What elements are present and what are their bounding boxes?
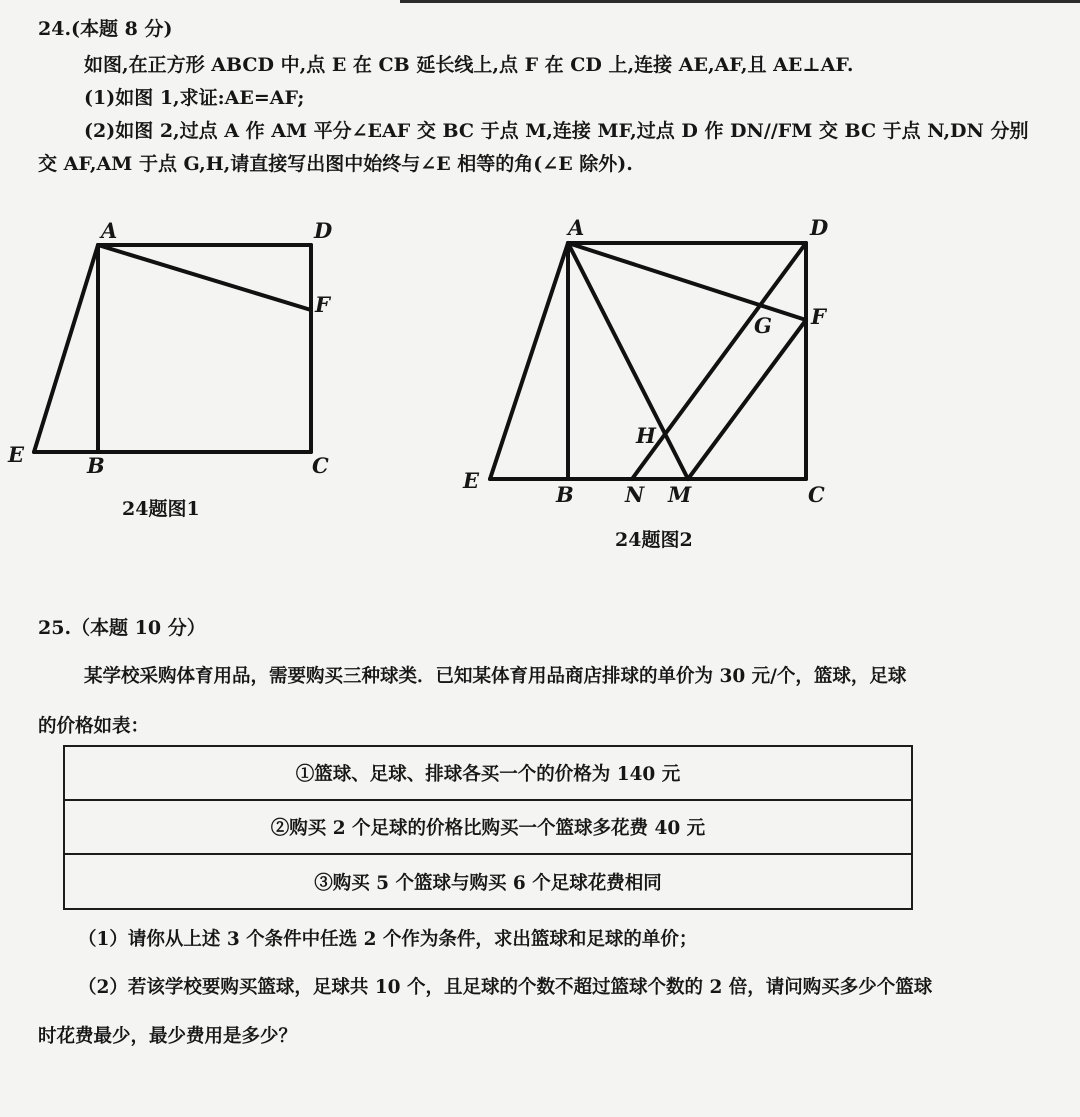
fig1-caption: 24题图1: [122, 498, 200, 520]
fig1-label-A: A: [101, 218, 118, 243]
fig2-label-N: N: [625, 482, 645, 507]
fig2-line-DN: [632, 243, 806, 479]
fig2-label-C: C: [808, 482, 825, 507]
q24-line3: (2)如图 2,过点 A 作 AM 平分∠EAF 交 BC 于点 M,连接 MF,过点 D 作 DN//FM 交 BC 于点 N,DN 分别: [84, 120, 1029, 142]
fig2-label-D: D: [810, 215, 829, 240]
q25-intro2: 的价格如表：: [38, 716, 150, 737]
fig2-label-A: A: [568, 215, 585, 240]
q24-line1: 如图,在正方形 ABCD 中,点 E 在 CB 延长线上,点 F 在 CD 上,连接 AE,AF,且 AE⊥AF.: [84, 54, 854, 76]
fig1-line-AE: [34, 245, 98, 452]
fig2-line-FM: [688, 320, 806, 479]
fig2-label-B: B: [556, 482, 574, 507]
fig2-label-E: E: [463, 468, 480, 493]
q25-intro1: 某学校采购体育用品，需要购买三种球类．已知某体育用品商店排球的单价为 30 元/个，篮球，足球: [84, 666, 907, 687]
q25-part1: （1）请你从上述 3 个条件中任选 2 个作为条件，求出篮球和足球的单价；: [78, 929, 698, 950]
page-top-rule: [400, 0, 1080, 3]
q24-figure2: [450, 205, 850, 525]
fig1-line-AF: [98, 245, 311, 310]
fig2-label-G: G: [754, 313, 772, 338]
fig1-label-B: B: [87, 453, 105, 478]
q25-conditions-table: [63, 745, 913, 910]
fig1-label-D: D: [314, 218, 333, 243]
fig2-line-AE: [490, 243, 568, 479]
q24-header: 24.(本题 8 分): [38, 18, 173, 40]
fig2-caption: 24题图2: [615, 529, 693, 551]
q24-line2: (1)如图 1,求证:AE=AF;: [84, 87, 305, 109]
q24-figure1: [0, 210, 360, 510]
fig1-label-E: E: [8, 442, 25, 467]
fig2-line-AM: [568, 243, 688, 479]
q25-part3: 时花费最少，最少费用是多少？: [38, 1026, 298, 1047]
fig2-line-AF: [568, 243, 806, 320]
table-row: ②购买 2 个足球的价格比购买一个篮球多花费 40 元: [65, 801, 911, 855]
q24-line4: 交 AF,AM 于点 G,H,请直接写出图中始终与∠E 相等的角(∠E 除外).: [38, 153, 633, 175]
fig1-label-F: F: [315, 292, 330, 317]
table-row: ③购买 5 个篮球与购买 6 个足球花费相同: [314, 873, 662, 894]
table-row: ①篮球、足球、排球各买一个的价格为 140 元: [65, 747, 911, 801]
q25-header: 25.（本题 10 分）: [38, 617, 206, 639]
q25-part2: （2）若该学校要购买篮球，足球共 10 个，且足球的个数不超过篮球个数的 2 倍，请问购买多少个篮球: [78, 977, 933, 998]
fig2-label-H: H: [636, 423, 656, 448]
fig2-label-M: M: [668, 482, 692, 507]
fig1-label-C: C: [312, 453, 329, 478]
fig2-label-F: F: [811, 304, 826, 329]
